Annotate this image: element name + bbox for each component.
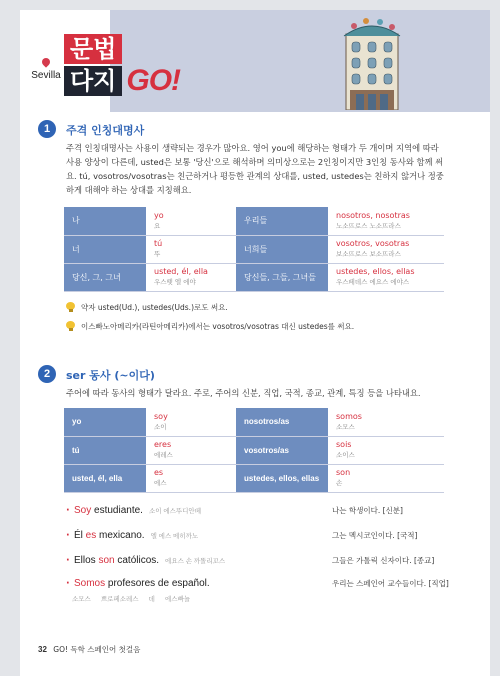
ser-conjugation-table bbox=[64, 408, 444, 493]
bullet: · bbox=[66, 578, 70, 589]
city-label: Sevilla bbox=[31, 70, 61, 81]
table-cell-label: 당신들, 그들, 그녀들 bbox=[236, 263, 328, 291]
table-cell-value: tú 뚜 bbox=[146, 235, 236, 263]
book-title: GO! 독학 스페인어 첫걸음 bbox=[53, 645, 141, 654]
title-row-2 bbox=[64, 66, 180, 96]
table-cell-value: usted, él, ella 우스뗏 엘 에야 bbox=[146, 263, 236, 291]
tip-1 bbox=[66, 302, 228, 313]
table-row bbox=[64, 436, 444, 464]
table-row bbox=[64, 408, 444, 436]
table-row bbox=[64, 464, 444, 492]
table-cell-value: yo 요 bbox=[146, 207, 236, 235]
table-cell-label: nosotros/as bbox=[236, 408, 328, 436]
page-footer bbox=[38, 644, 140, 655]
table-cell-label: 나 bbox=[64, 207, 146, 235]
title-line-2: 다지 bbox=[64, 66, 122, 96]
paragraph-line: 사용 양상이 다른데, usted은 보통 '당신'으로 해석하며 의미상으로는 2인칭이지만 3인칭 동사와 함께 써 bbox=[66, 157, 444, 167]
table-cell-label: 우리들 bbox=[236, 207, 328, 235]
table-cell-label: vosotros/as bbox=[236, 436, 328, 464]
tip-text: 약자 usted(Ud.), ustedes(Uds.)로도 써요. bbox=[81, 303, 228, 312]
paragraph-line: 하게 대해야 하는 상대를 지칭해요. bbox=[66, 185, 192, 195]
section-1-paragraph bbox=[66, 141, 446, 197]
table-cell-label: 당신, 그, 그녀 bbox=[64, 263, 146, 291]
table-cell-label: yo bbox=[64, 408, 146, 436]
table-cell-label: 너 bbox=[64, 235, 146, 263]
building-illustration-icon bbox=[340, 14, 404, 110]
table-row bbox=[64, 207, 444, 235]
section-1-title: 주격 인칭대명사 bbox=[66, 124, 145, 137]
section-2-paragraph: 주어에 따라 동사의 형태가 달라요. 주로, 주어의 신분, 직업, 국적, 종교, 관계, 특징 등을 나타내요. bbox=[66, 388, 421, 398]
table-cell-value: somos 소모스 bbox=[328, 408, 444, 436]
example-sentence bbox=[66, 530, 466, 544]
section-2-number: 2 bbox=[38, 365, 56, 383]
paragraph-line: 요. tú, vosotros/vosotras는 친근하거나 평등한 관계의 상대를, usted, ustedes는 친하지 않거나 정중 bbox=[66, 171, 444, 181]
page-number: 32 bbox=[38, 645, 47, 654]
lightbulb-icon bbox=[66, 321, 75, 332]
example-spanish: Él es mexicano. 엘 에스 메히까노 bbox=[74, 530, 199, 541]
section-1-number: 1 bbox=[38, 120, 56, 138]
table-cell-value: es 에스 bbox=[146, 464, 236, 492]
title-go: GO! bbox=[126, 64, 181, 97]
example-translation: 나는 학생이다. [신분] bbox=[332, 506, 403, 515]
table-cell-value: sois 소이스 bbox=[328, 436, 444, 464]
city-badge bbox=[26, 58, 66, 88]
lightbulb-icon bbox=[66, 302, 75, 313]
table-cell-value: soy 소이 bbox=[146, 408, 236, 436]
paragraph-line: 주격 인칭대명사는 사용이 생략되는 경우가 많아요. 영어 you에 해당하는 형태가 두 개이며 지역에 따라 bbox=[66, 143, 439, 153]
table-cell-value: son 손 bbox=[328, 464, 444, 492]
bullet: · bbox=[66, 505, 70, 516]
table-cell-label: usted, él, ella bbox=[64, 464, 146, 492]
example-translation: 그는 멕시코인이다. [국적] bbox=[332, 531, 418, 540]
location-pin-icon bbox=[40, 56, 51, 67]
tip-text: 이스빠노아메리카(라틴아메리카)에서는 vosotros/vosotras 대신 ustedes를 써요. bbox=[81, 322, 355, 331]
example-translation: 그들은 가톨릭 신자이다. [종교] bbox=[332, 556, 435, 565]
tip-2 bbox=[66, 321, 354, 332]
table-row bbox=[64, 235, 444, 263]
page-title bbox=[64, 34, 180, 96]
example-pronunciation: 소모스 쁘로페소레스 데 에스빠뇰 bbox=[72, 595, 191, 603]
table-cell-value: nosotros, nosotras 노소뜨로스 노소뜨라스 bbox=[328, 207, 444, 235]
example-sentence bbox=[66, 505, 466, 519]
table-cell-label: tú bbox=[64, 436, 146, 464]
table-cell-label: 너희들 bbox=[236, 235, 328, 263]
title-row-1 bbox=[64, 34, 180, 64]
example-spanish: Soy estudiante. 소이 에스뚜디안떼 bbox=[74, 505, 201, 516]
bullet: · bbox=[66, 555, 70, 566]
section-2-title: ser 동사 (~이다) bbox=[66, 369, 155, 382]
example-sentence bbox=[66, 578, 466, 592]
pronoun-table bbox=[64, 207, 444, 292]
bullet: · bbox=[66, 530, 70, 541]
table-cell-label: ustedes, ellos, ellas bbox=[236, 464, 328, 492]
table-cell-value: eres 에레스 bbox=[146, 436, 236, 464]
example-spanish: Ellos son católicos. 에요스 손 까똘리꼬스 bbox=[74, 555, 226, 566]
table-cell-value: vosotros, vosotras 보소뜨로스 보소뜨라스 bbox=[328, 235, 444, 263]
example-sentence bbox=[66, 555, 466, 569]
example-translation: 우리는 스페인어 교수들이다. [직업] bbox=[332, 579, 449, 588]
example-spanish: Somos profesores de español. bbox=[74, 578, 210, 589]
table-row bbox=[64, 263, 444, 291]
title-line-1: 문법 bbox=[64, 34, 122, 64]
table-cell-value: ustedes, ellos, ellas 우스떼데스 에요스 에야스 bbox=[328, 263, 444, 291]
